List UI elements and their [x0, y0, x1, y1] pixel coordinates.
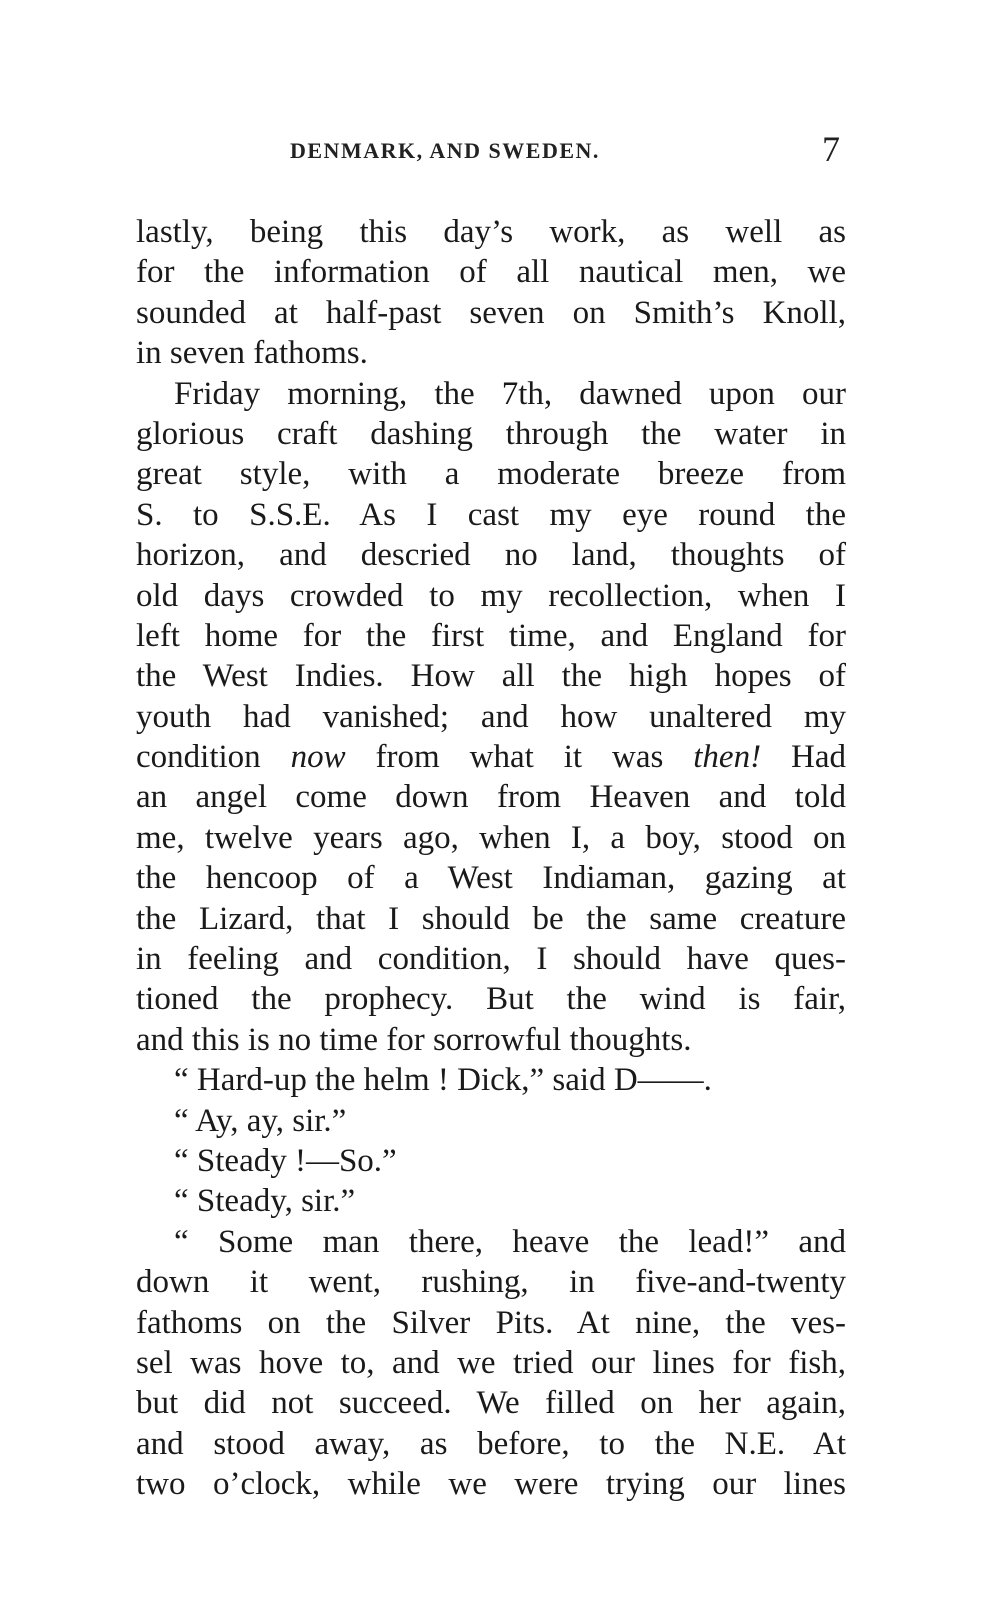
dialogue-line: “ Hard-up the helm ! Dick,” said D——. [174, 1062, 712, 1099]
text-segment: condition [136, 739, 291, 776]
body-text [136, 212, 846, 1505]
text-line: horizon, and descried no land, thoughts of [136, 537, 846, 574]
text-line: old days crowded to my recollection, when I [136, 577, 846, 614]
dialogue-line: “ Steady !—So.” [174, 1142, 397, 1179]
text-line: youth had vanished; and how unaltered my [136, 698, 846, 735]
text-segment: from what it was [345, 739, 694, 776]
text-line: and this is no time for sorrowful thoughts. [136, 1021, 692, 1058]
text-line: and stood away, as before, to the N.E. At [136, 1425, 846, 1462]
text-line: in seven fathoms. [136, 335, 368, 372]
text-line: for the information of all nautical men, we [136, 254, 846, 291]
text-line: glorious craft dashing through the water in [136, 415, 846, 452]
text-line: an angel come down from Heaven and told [136, 779, 846, 816]
text-line: the West Indies. How all the high hopes of [136, 658, 846, 695]
dialogue-line: “ Steady, sir.” [174, 1183, 356, 1220]
text-line: sel was hove to, and we tried our lines for fish, [136, 1344, 846, 1381]
text-line: left home for the first time, and England for [136, 617, 846, 654]
text-line: Friday morning, the 7th, dawned upon our [174, 375, 846, 412]
text-line: down it went, rushing, in five-and-twenty [136, 1264, 846, 1301]
text-line: me, twelve years ago, when I, a boy, stood on [136, 819, 846, 856]
page-number: 7 [822, 129, 840, 169]
text-line: the Lizard, that I should be the same creature [136, 900, 846, 937]
running-head: DENMARK, AND SWEDEN. [290, 138, 600, 163]
dialogue-line: “ Ay, ay, sir.” [174, 1102, 347, 1139]
text-line: in feeling and condition, I should have ques- [136, 941, 846, 978]
text-line: sounded at half-past seven on Smith’s Knoll, [136, 294, 846, 331]
italic-word: then! [693, 739, 762, 776]
text-line [136, 737, 846, 777]
text-line: the hencoop of a West Indiaman, gazing at [136, 860, 846, 897]
text-line: S. to S.S.E. As I cast my eye round the [136, 496, 846, 533]
text-segment: Had [761, 739, 846, 776]
text-line: tioned the prophecy. But the wind is fair, [136, 981, 846, 1018]
text-line: great style, with a moderate breeze from [136, 456, 846, 493]
text-line: “ Some man there, heave the lead!” and [174, 1223, 846, 1260]
text-line: lastly, being this day’s work, as well as [136, 214, 846, 250]
text-line: but did not succeed. We filled on her again, [136, 1385, 846, 1422]
italic-word: now [290, 739, 346, 776]
text-line: fathoms on the Silver Pits. At nine, the ves- [136, 1304, 846, 1341]
text-line: two o’clock, while we were trying our lines [136, 1466, 846, 1503]
